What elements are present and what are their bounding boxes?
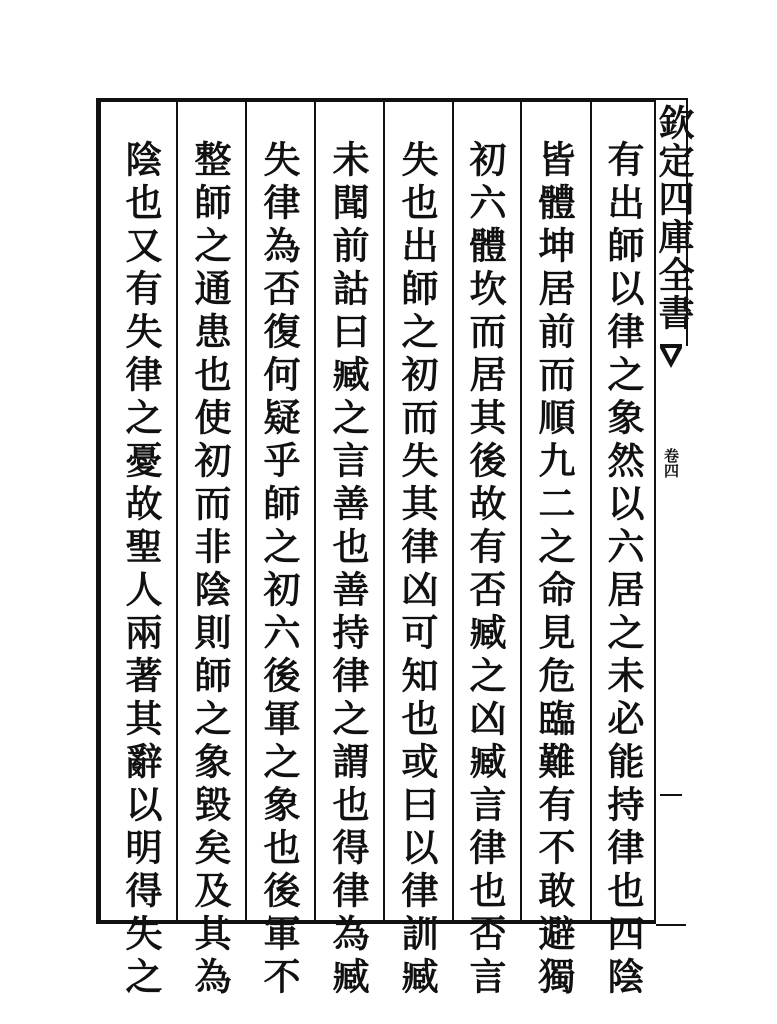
text-column-5: 未聞前詁曰臧之言善也善持律之謂也得律為臧: [326, 140, 370, 1000]
text-column-8: 陰也又有失律之憂故聖人兩著其辭以明得失之: [119, 140, 163, 1000]
column-divider: [590, 98, 592, 924]
text-column-4: 失也出師之初而失其律凶可知也或曰以律訓臧: [395, 140, 439, 1000]
column-divider: [383, 98, 385, 924]
fishtail-icon: [656, 342, 686, 372]
column-divider: [452, 98, 454, 924]
column-divider: [245, 98, 247, 924]
text-column-2: 皆體坤居前而順九二之命見危臨難有不敢避獨: [532, 140, 576, 1000]
text-column-1: 有出師以律之象然以六居之未必能持律也四陰: [601, 140, 645, 1000]
text-column-6: 失律為否復何疑乎師之初六後軍之象也後軍不: [257, 140, 301, 1000]
column-divider: [176, 98, 178, 924]
juan-label: 卷四: [662, 448, 680, 478]
column-divider: [520, 98, 522, 924]
book-title: 欽定四庫全書: [653, 104, 695, 332]
text-column-3: 初六體坎而居其後故有否臧之凶臧言律也否言: [463, 140, 507, 1000]
text-column-7: 整師之通患也使初而非陰則師之象毀矣及其為: [188, 140, 232, 1000]
margin-tick: [660, 794, 682, 796]
column-divider: [314, 98, 316, 924]
